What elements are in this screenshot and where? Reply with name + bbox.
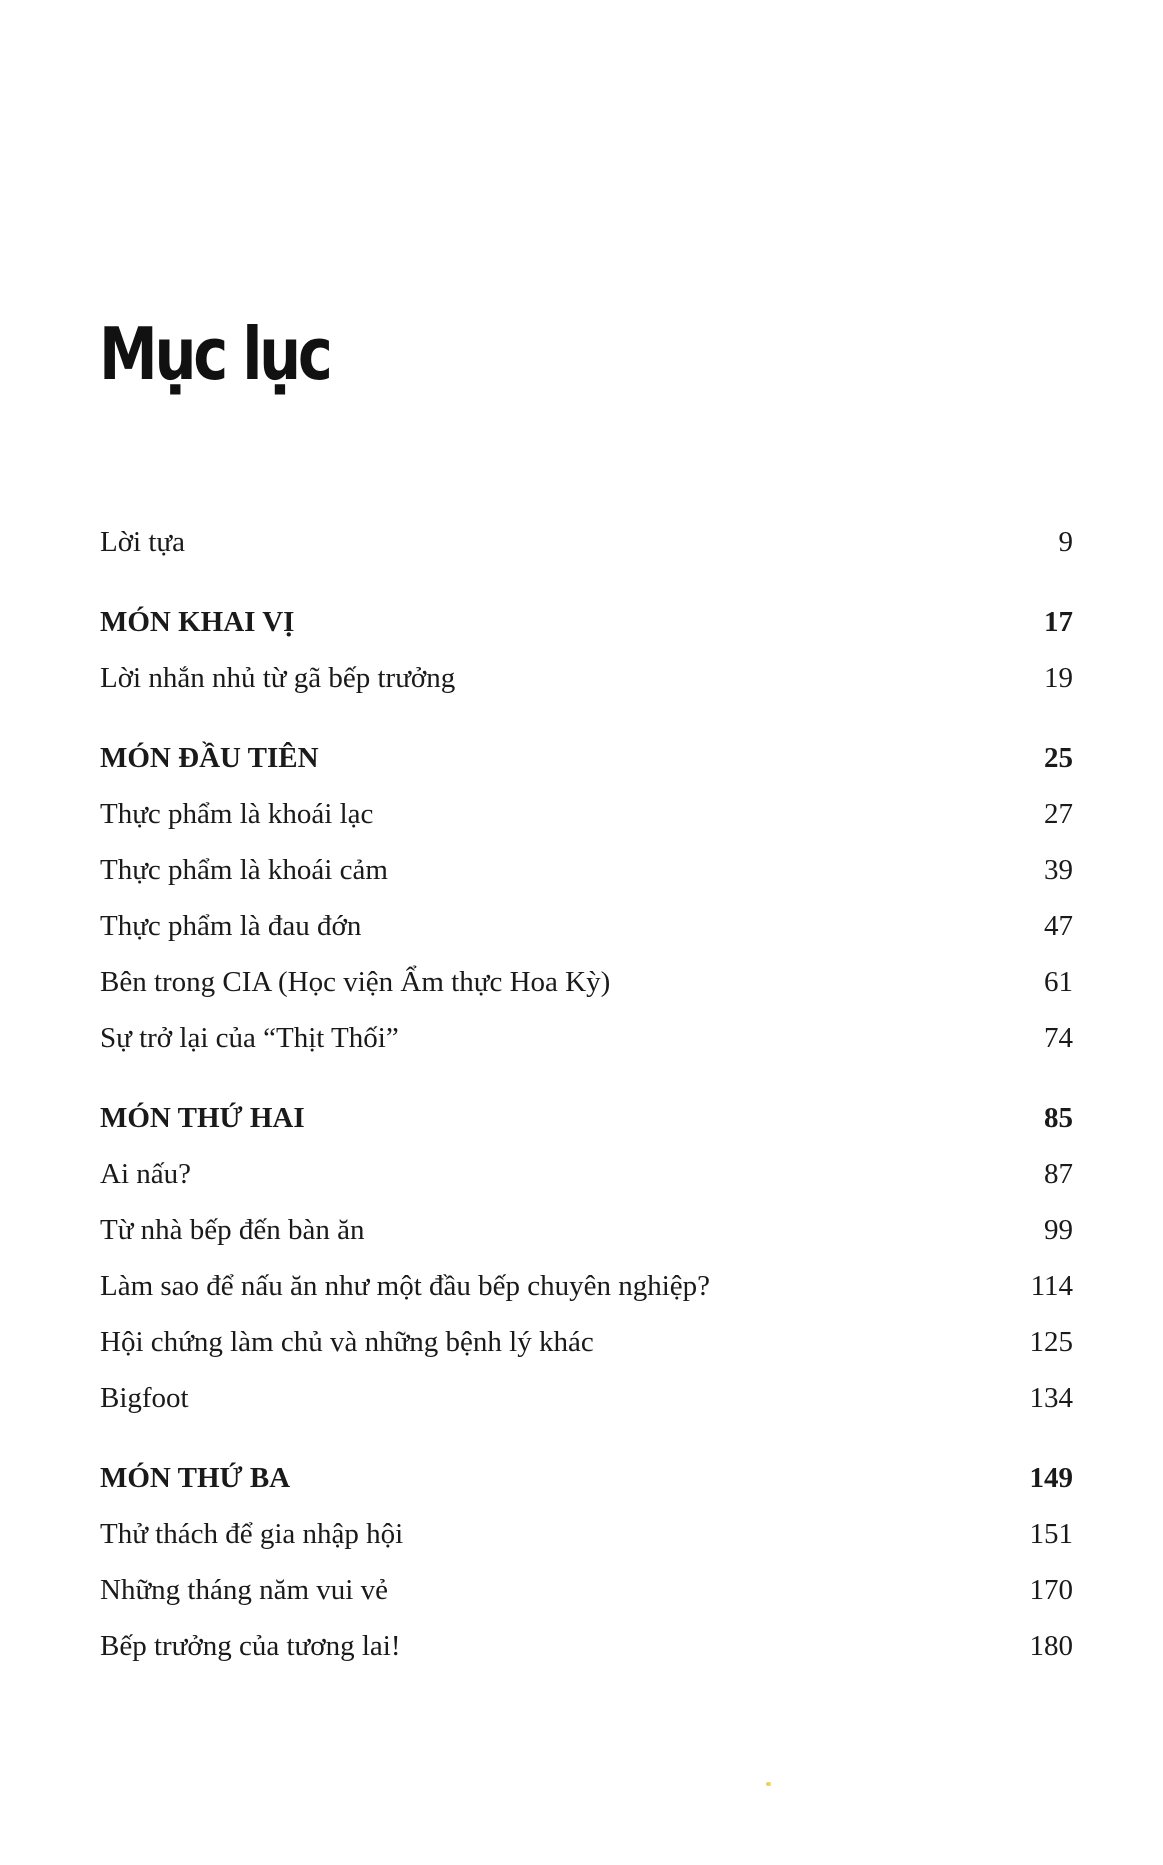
toc-section-heading — [100, 738, 1073, 778]
toc-entry-page: 180 — [1029, 1629, 1073, 1662]
toc-entry-title: Bigfoot — [100, 1381, 189, 1414]
toc-entry-page: 99 — [1044, 1213, 1073, 1246]
toc-entry-title: MÓN THỨ HAI — [100, 1101, 305, 1134]
toc-entry — [100, 1626, 1073, 1666]
toc-entry-page: 151 — [1029, 1517, 1073, 1550]
toc-entry — [100, 1018, 1073, 1058]
toc-entry-title: Thử thách để gia nhập hội — [100, 1517, 404, 1550]
toc-entry — [100, 1378, 1073, 1418]
toc-entry-page: 39 — [1044, 853, 1073, 886]
toc-entry-page: 25 — [1044, 741, 1073, 774]
toc-entry-title: Lời tựa — [100, 525, 186, 558]
toc-entry-page: 170 — [1029, 1573, 1073, 1606]
toc-entry-title: Ai nấu? — [100, 1157, 191, 1190]
toc-entry-title: Làm sao để nấu ăn như một đầu bếp chuyên nghiệp? — [100, 1269, 711, 1302]
toc-entry — [100, 1266, 1073, 1306]
toc-entry-title: Bếp trưởng của tương lai! — [100, 1629, 401, 1662]
scan-speck — [766, 1782, 771, 1786]
toc-entry-title: Những tháng năm vui vẻ — [100, 1573, 388, 1606]
toc-entry-title: MÓN KHAI VỊ — [100, 605, 295, 638]
toc-section-heading — [100, 1098, 1073, 1138]
toc-entry-page: 74 — [1044, 1021, 1073, 1054]
toc-entry-page: 114 — [1030, 1269, 1073, 1302]
toc-entry-title: Thực phẩm là khoái lạc — [100, 797, 374, 830]
toc-entry-page: 85 — [1044, 1101, 1073, 1134]
toc-section-heading — [100, 1458, 1073, 1498]
toc-entry — [100, 1154, 1073, 1194]
toc-entry — [100, 1514, 1073, 1554]
toc-entry — [100, 1570, 1073, 1610]
toc-entry-page: 149 — [1029, 1461, 1073, 1494]
toc-entry — [100, 962, 1073, 1002]
toc-entry-page: 61 — [1044, 965, 1073, 998]
toc-section-heading — [100, 602, 1073, 642]
toc-entry-title: Từ nhà bếp đến bàn ăn — [100, 1213, 365, 1246]
toc-entry-page: 134 — [1029, 1381, 1073, 1414]
toc-entry — [100, 658, 1073, 698]
toc-entry-title: MÓN ĐẦU TIÊN — [100, 741, 319, 774]
toc-entry-page: 47 — [1044, 909, 1073, 942]
toc-entry-page: 9 — [1058, 525, 1073, 558]
toc-entry-title: MÓN THỨ BA — [100, 1461, 291, 1494]
toc-entry-title: Thực phẩm là khoái cảm — [100, 853, 388, 886]
toc-entry-page: 27 — [1044, 797, 1073, 830]
toc-entry-page: 125 — [1029, 1325, 1073, 1358]
toc-entry-page: 87 — [1044, 1157, 1073, 1190]
toc-entry — [100, 906, 1073, 946]
toc-entry-title: Hội chứng làm chủ và những bệnh lý khác — [100, 1325, 594, 1358]
toc-entry — [100, 1322, 1073, 1362]
toc-entry-page: 17 — [1044, 605, 1073, 638]
toc-entry — [100, 850, 1073, 890]
toc-entry — [100, 522, 1073, 562]
toc-entry-page: 19 — [1044, 661, 1073, 694]
toc-entry-title: Sự trở lại của “Thịt Thối” — [100, 1021, 399, 1054]
toc-entry — [100, 794, 1073, 834]
toc-entry-title: Thực phẩm là đau đớn — [100, 909, 362, 942]
toc-entry — [100, 1210, 1073, 1250]
toc-entry-title: Bên trong CIA (Học viện Ẩm thực Hoa Kỳ) — [100, 965, 611, 998]
page-title: Mục lục — [99, 312, 330, 396]
table-of-contents — [100, 0, 1073, 1865]
toc-entry-title: Lời nhắn nhủ từ gã bếp trưởng — [100, 661, 456, 694]
